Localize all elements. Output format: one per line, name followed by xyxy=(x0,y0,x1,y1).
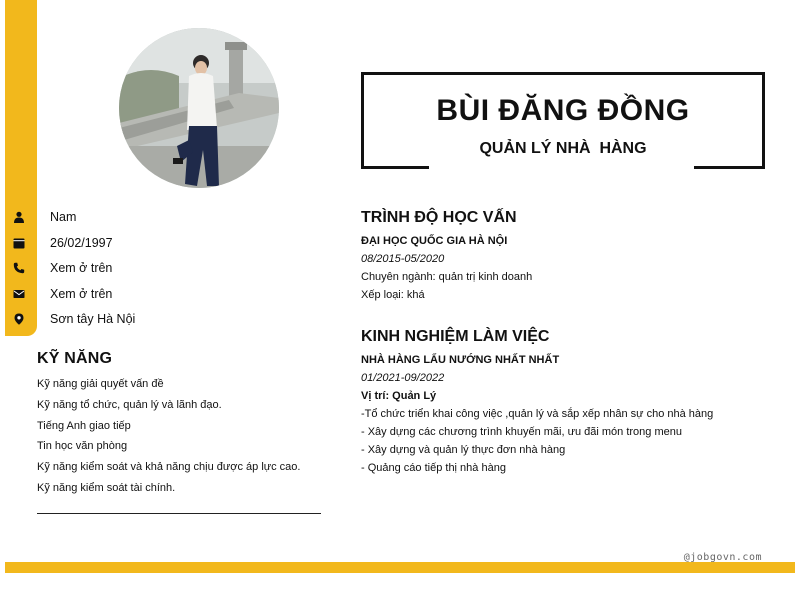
experience-company: NHÀ HÀNG LẨU NƯỚNG NHẤT NHẤT xyxy=(361,354,560,366)
footer-accent-bar xyxy=(5,562,795,573)
name-frame-bottom-left xyxy=(361,166,429,169)
education-school: ĐẠI HỌC QUỐC GIA HÀ NỘI xyxy=(361,235,508,247)
experience-duty: - Xây dựng và quản lý thực đơn nhà hàng xyxy=(361,444,566,456)
experience-duty: - Quảng cáo tiếp thị nhà hàng xyxy=(361,462,506,474)
full-name: BÙI ĐĂNG ĐỒNG xyxy=(436,94,690,127)
person-icon xyxy=(12,210,26,224)
contact-birthday: 26/02/1997 xyxy=(5,232,325,258)
education-major: Chuyên ngành: quản trị kinh doanh xyxy=(361,271,533,283)
mail-icon xyxy=(12,287,26,301)
name-frame-bottom-right xyxy=(694,166,762,169)
experience-section xyxy=(361,328,771,474)
watermark: @jobgovn.com xyxy=(683,552,762,563)
education-section xyxy=(361,209,771,301)
experience-heading: KINH NGHIỆM LÀM VIỆC xyxy=(361,328,550,345)
education-period: 08/2015-05/2020 xyxy=(361,253,445,265)
location-pin-icon xyxy=(12,312,26,326)
skill-item: Kỹ năng giải quyết vấn đề xyxy=(37,378,164,390)
education-grade: Xếp loại: khá xyxy=(361,289,425,301)
calendar-icon xyxy=(12,236,26,250)
experience-position: Vị trí: Quản Lý xyxy=(361,390,437,402)
skill-item: Tin học văn phòng xyxy=(37,440,128,453)
contact-info xyxy=(5,206,325,334)
skill-item: Kỹ năng tổ chức, quản lý và lãnh đạo. xyxy=(37,398,222,411)
contact-gender: Nam xyxy=(5,206,325,232)
experience-duty: - Xây dựng các chương trình khuyến mãi, ưu đãi món trong menu xyxy=(361,426,682,438)
skills-heading: KỸ NĂNG xyxy=(37,350,113,367)
experience-period: 01/2021-09/2022 xyxy=(361,372,445,384)
skills-section xyxy=(37,350,321,502)
phone-icon xyxy=(12,261,26,275)
contact-phone: Xem ở trên xyxy=(5,257,325,283)
job-title: QUẢN LÝ NHÀ HÀNG xyxy=(479,140,647,157)
experience-duty: -Tổ chức triển khai công việc ,quản lý và sắp xếp nhân sự cho nhà hàng xyxy=(361,408,714,420)
skill-item: Kỹ năng kiểm soát và khả năng chịu được áp lực cao. xyxy=(37,461,301,474)
contact-email: Xem ở trên xyxy=(5,283,325,309)
avatar-photo xyxy=(119,28,279,188)
skill-item: Tiếng Anh giao tiếp xyxy=(37,419,131,432)
contact-address: Sơn tây Hà Nội xyxy=(5,308,325,334)
skill-item: Kỹ năng kiểm soát tài chính. xyxy=(37,481,176,494)
education-heading: TRÌNH ĐỘ HỌC VẤN xyxy=(361,209,517,226)
section-divider xyxy=(37,513,321,514)
avatar xyxy=(119,28,279,188)
